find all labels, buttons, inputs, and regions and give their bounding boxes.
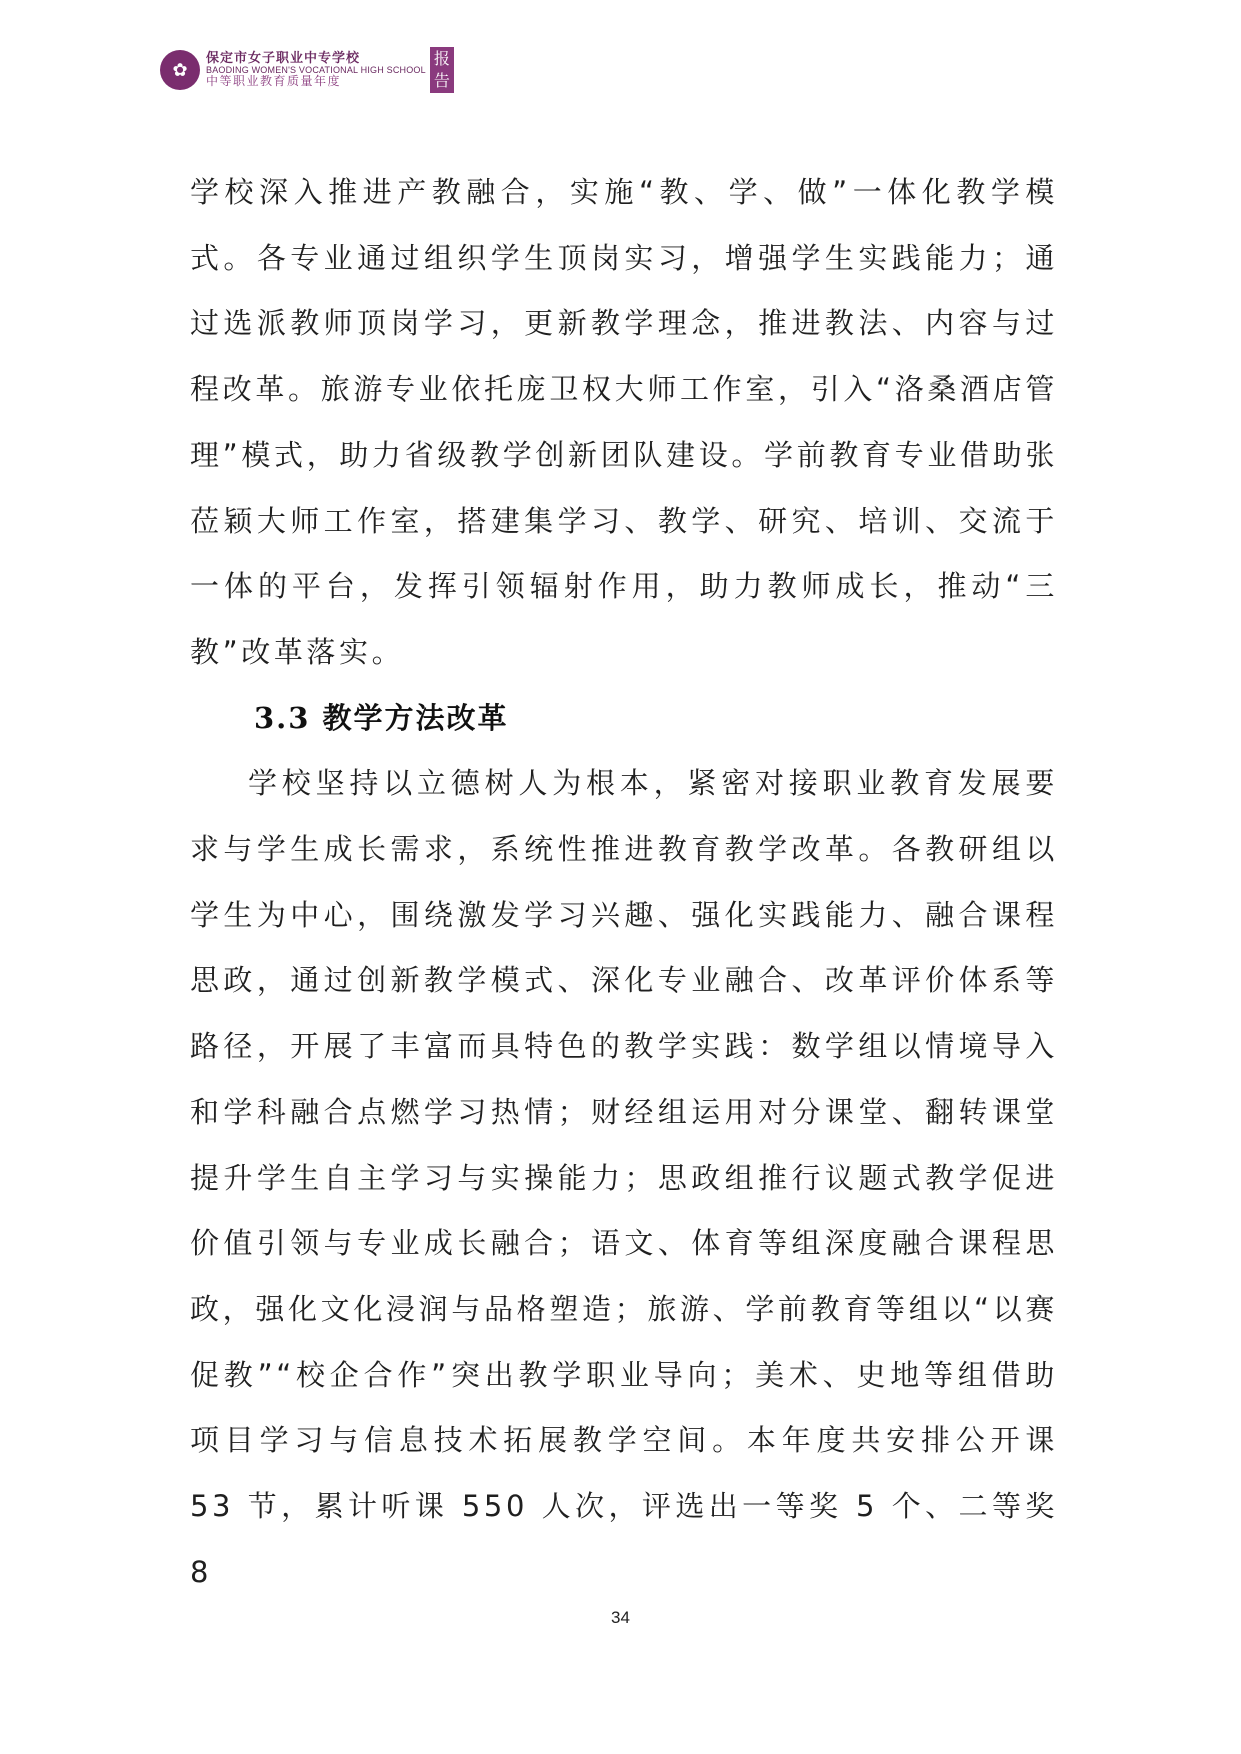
school-emblem-icon: ✿ [160, 50, 200, 90]
section-heading: 3.3 教学方法改革 [254, 700, 509, 735]
school-name: 保定市女子职业中专学校 [206, 51, 361, 67]
page-number: 34 [611, 1608, 630, 1627]
report-tag-bottom: 告 [433, 71, 450, 90]
report-title: 中等职业教育质量年度 [206, 74, 342, 89]
school-name-en: BAODING WOMEN'S VOCATIONAL HIGH SCHOOL [206, 64, 426, 75]
header-text [206, 52, 426, 88]
document-body [190, 160, 1058, 1605]
report-tag-top: 报 [433, 49, 450, 68]
paragraph-integration: 学校深入推进产教融合，实施“教、学、做”一体化教学模式。各专业通过组织学生顶岗实习，增强学生实践能力；通过选派教师顶岗学习，更新教学理念，推进教法、内容与过程改革。旅游专业依托庞卫权大师工作室，引入“洛桑酒店管理”模式，助力省级教学创新团队建设。学前教育专业借助张莅颖大师工作室，搭建集学习、教学、研究、培训、交流于一体的平台，发挥引领辐射作用，助力教师成长，推动“三教”改革落实。 [190, 175, 1058, 669]
report-tag [430, 47, 454, 93]
report-header [160, 44, 454, 96]
paragraph-teaching-reform: 学校坚持以立德树人为根本，紧密对接职业教育发展要求与学生成长需求，系统性推进教育教学改革。各教研组以学生为中心，围绕激发学习兴趣、强化实践能力、融合课程思政，通过创新教学模式、深化专业融合、改革评价体系等路径，开展了丰富而具特色的教学实践：数学组以情境导入和学科融合点燃学习热情；财经组运用对分课堂、翻转课堂提升学生自主学习与实操能力；思政组推行议题式教学促进价值引领与专业成长融合；语文、体育等组深度融合课程思政，强化文化浸润与品格塑造；旅游、学前教育等组以“以赛促教”“校企合作”突出教学职业导向；美术、史地等组借助项目学习与信息技术拓展教学空间。本年度共安排公开课 53 节，累计听课 550 人次，评选出一等奖 5 个、二等奖 8 [190, 766, 1058, 1589]
